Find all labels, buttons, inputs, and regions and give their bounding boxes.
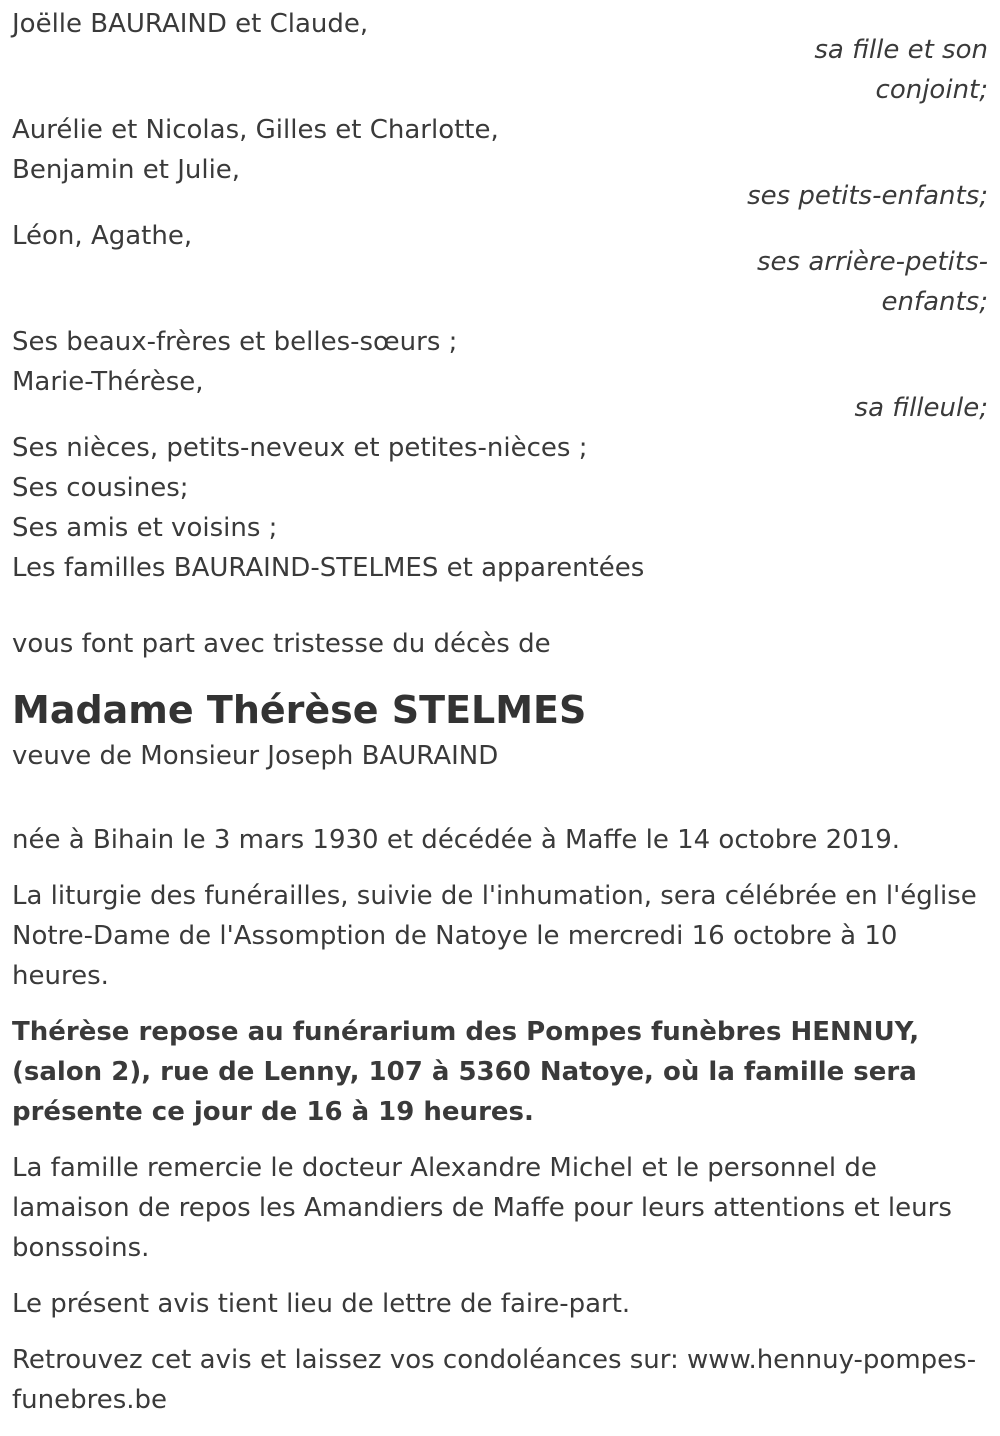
family-names-line: Les familles BAURAIND-STELMES et apparentées: [12, 553, 645, 583]
funeral-service-paragraph: La liturgie des funérailles, suivie de l'inhumation, sera célébrée en l'église Notre-Dame de l'Assomption de Natoye le mercredi 16 octobre à 10 heures.: [12, 881, 977, 991]
deceased-subtitle: veuve de Monsieur Joseph BAURAIND: [12, 741, 499, 771]
faire-part-line: Le présent avis tient lieu de lettre de faire-part.: [12, 1289, 631, 1319]
family-names-line: Benjamin et Julie,: [12, 155, 241, 185]
relation-label: sa fille et son conjoint;: [814, 35, 988, 105]
relation-label: ses arrière-petits-enfants;: [757, 247, 988, 317]
relation-label: ses petits-enfants;: [747, 181, 988, 211]
family-names-line: Ses amis et voisins ;: [12, 513, 278, 543]
condolences-website-paragraph: Retrouvez cet avis et laissez vos condoléances sur: www.hennuy-pompes-funebres.be: [12, 1345, 977, 1415]
deceased-name-title: Madame Thérèse STELMES: [12, 688, 587, 732]
announcement-intro: vous font part avec tristesse du décès de: [12, 629, 551, 659]
family-names-line: Ses nièces, petits-neveux et petites-nièces ;: [12, 433, 588, 463]
family-list: [12, 4, 988, 588]
family-names-line: Marie-Thérèse,: [12, 367, 204, 397]
family-names-line: Léon, Agathe,: [12, 221, 193, 251]
family-names-line: Ses beaux-frères et belles-sœurs ;: [12, 327, 458, 357]
birth-death-line: née à Bihain le 3 mars 1930 et décédée à Maffe le 14 octobre 2019.: [12, 825, 901, 855]
family-names-line: Aurélie et Nicolas, Gilles et Charlotte,: [12, 115, 499, 145]
relation-label: sa filleule;: [854, 393, 988, 423]
family-names-line: Ses cousines;: [12, 473, 189, 503]
funerarium-visit-paragraph: Thérèse repose au funérarium des Pompes funèbres HENNUY, (salon 2), rue de Lenny, 107 à 5360 Natoye, où la famille sera présente ce jour de 16 à 19 heures.: [12, 1017, 920, 1127]
thanks-paragraph: La famille remercie le docteur Alexandre Michel et le personnel de lamaison de repos les Amandiers de Maffe pour leurs attentions et leurs bonssoins.: [12, 1153, 952, 1263]
family-names-line: Joëlle BAURAIND et Claude,: [12, 9, 369, 39]
